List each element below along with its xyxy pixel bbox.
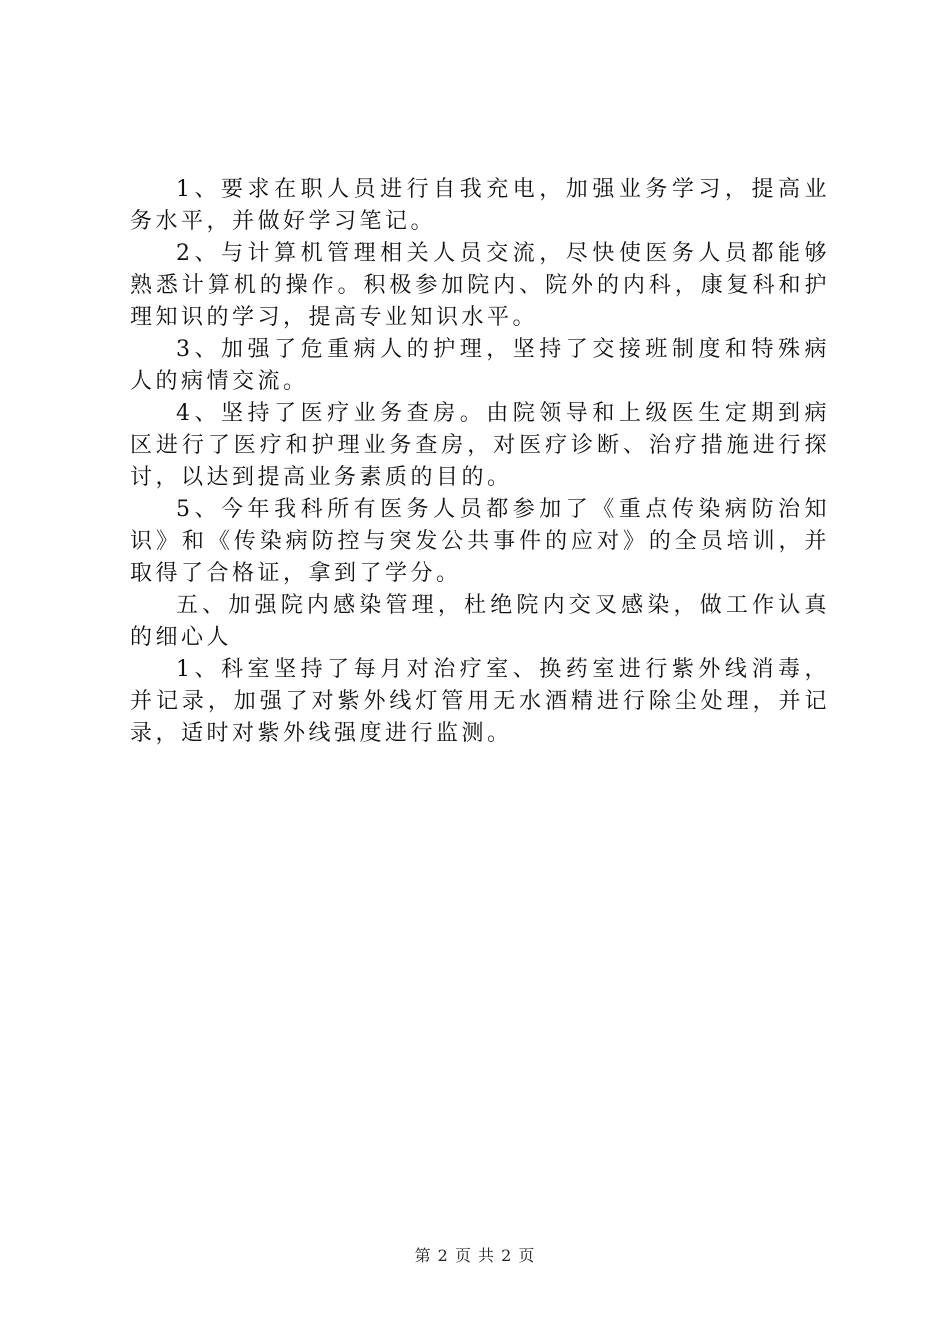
paragraph-5: 5、今年我科所有医务人员都参加了《重点传染病防治知识》和《传染病防控与突发公共事件的应对》的全员培训，并取得了合格证，拿到了学分。 — [130, 497, 830, 586]
paragraph-1: 1、要求在职人员进行自我充电，加强业务学习，提高业务水平，并做好学习笔记。 — [130, 177, 830, 234]
paragraph-4: 4、坚持了医疗业务查房。由院领导和上级医生定期到病区进行了医疗和护理业务查房，对医疗诊断、治疗措施进行探讨，以达到提高业务素质的目的。 — [130, 401, 830, 490]
section-heading-five: 五、加强院内感染管理，杜绝院内交叉感染，做工作认真的细心人 — [130, 593, 830, 650]
paragraph-6: 1、科室坚持了每月对治疗室、换药室进行紫外线消毒，并记录，加强了对紫外线灯管用无水酒精进行除尘处理，并记录，适时对紫外线强度进行监测。 — [130, 657, 830, 746]
paragraph-2: 2、与计算机管理相关人员交流，尽快使医务人员都能够熟悉计算机的操作。积极参加院内、院外的内科，康复科和护理知识的学习，提高专业知识水平。 — [130, 241, 830, 330]
document-body — [130, 174, 830, 750]
paragraph-3: 3、加强了危重病人的护理，坚持了交接班制度和特殊病人的病情交流。 — [130, 337, 830, 394]
page-footer: 第 2 页 共 2 页 — [414, 1246, 536, 1265]
